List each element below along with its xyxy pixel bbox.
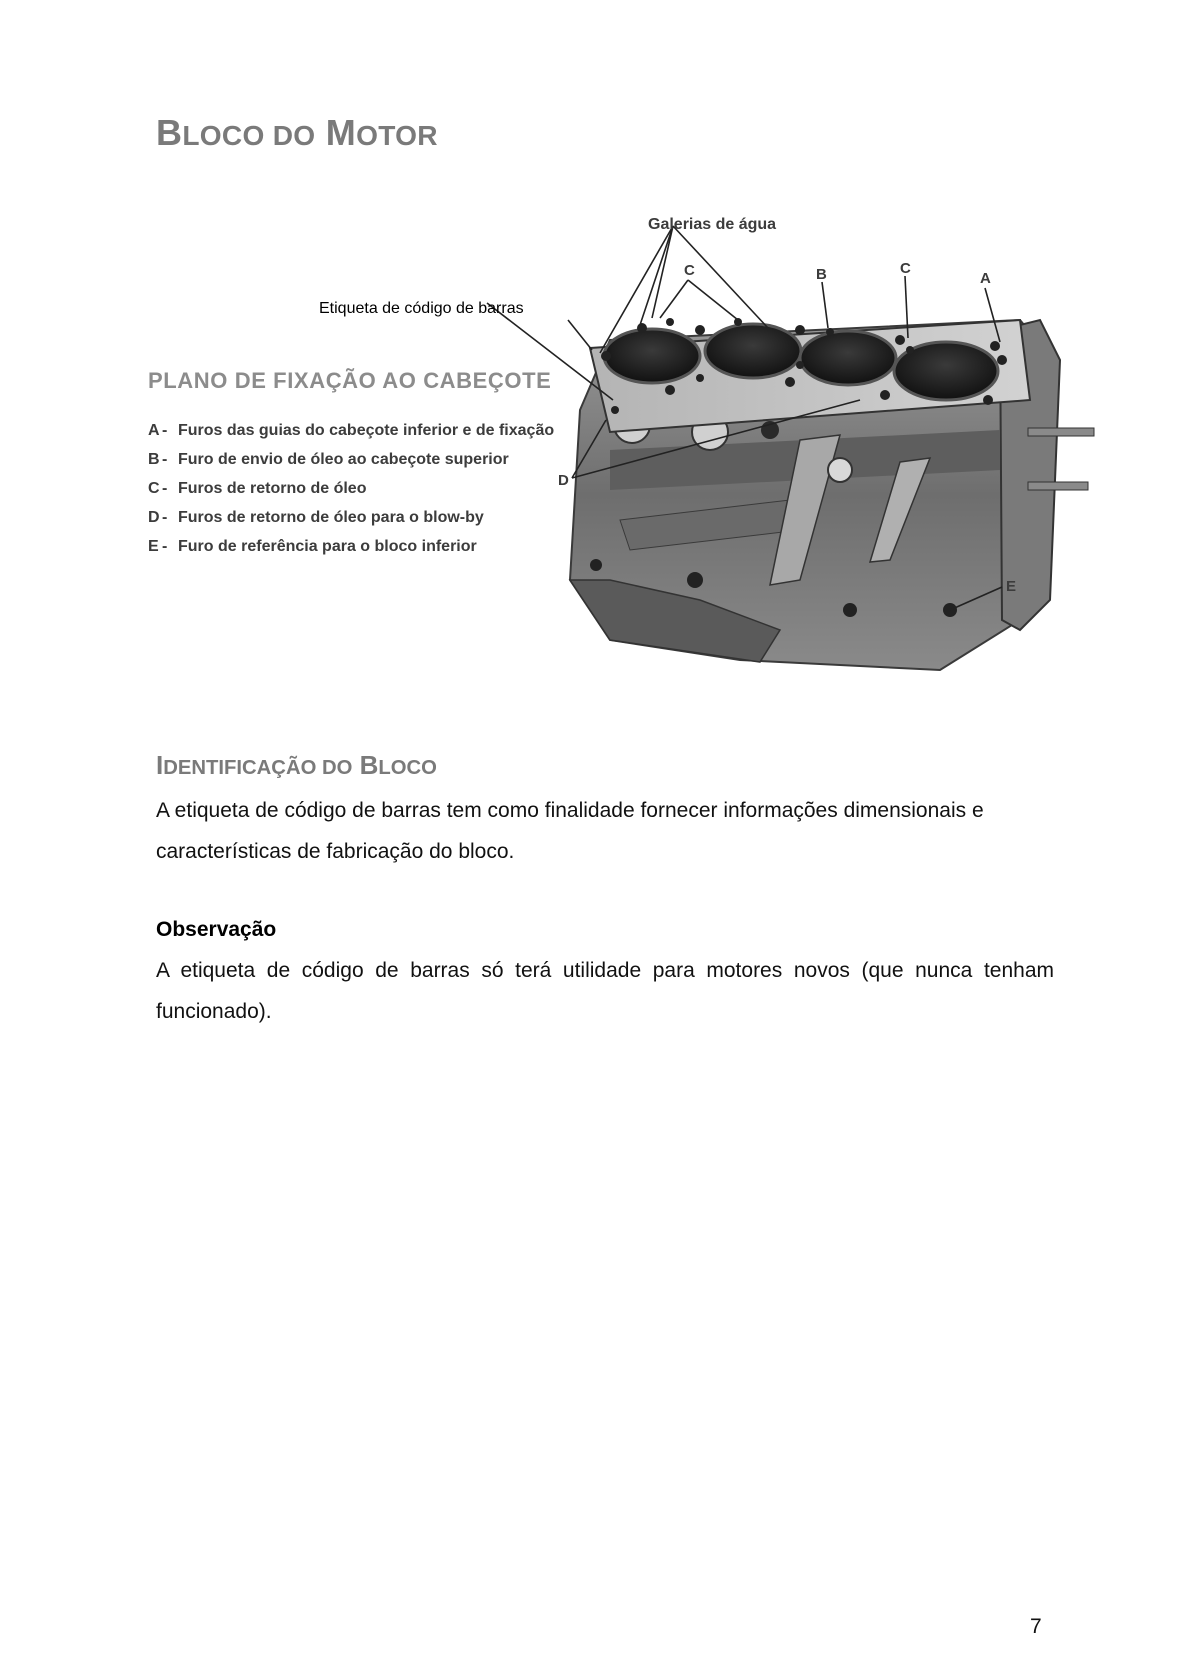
- legend-item: C - Furos de retorno de óleo: [148, 480, 367, 497]
- point-label-c-left: C: [684, 262, 695, 279]
- barcode-label-callout: Etiqueta de código de barras: [319, 300, 524, 317]
- paragraph-purpose: A etiqueta de código de barras tem como finalidade fornecer informações dimensionais e características de fabricação do bloco.: [156, 799, 984, 863]
- point-label-c-right: C: [900, 260, 911, 277]
- water-galleries-callout: Galerias de água: [648, 216, 777, 233]
- observation-heading: Observação: [156, 918, 277, 941]
- point-label-b: B: [816, 266, 827, 283]
- point-label-a: A: [980, 270, 991, 287]
- page-number: 7: [1030, 1615, 1042, 1638]
- page-title: BLOCO DO MOTOR: [156, 112, 438, 153]
- legend-list: [148, 416, 554, 561]
- legend-item: D - Furos de retorno de óleo para o blow-by: [148, 509, 484, 526]
- section-title: IDENTIFICAÇÃO DO BLOCO: [156, 750, 437, 780]
- legend-item: A - Furos das guias do cabeçote inferior e de fixação: [148, 422, 555, 439]
- engine-block-figure: [140, 200, 1140, 720]
- point-label-e: E: [1006, 578, 1017, 595]
- legend-item: B - Furo de envio de óleo ao cabeçote superior: [148, 451, 509, 468]
- legend-title: PLANO DE FIXAÇÃO AO CABEÇOTE: [148, 368, 552, 393]
- point-label-d: D: [558, 472, 569, 489]
- legend-item: E - Furo de referência para o bloco inferior: [148, 538, 477, 555]
- paragraph-observation: A etiqueta de código de barras só terá utilidade para motores novos (que nunca tenham funcionado).: [156, 959, 1054, 1023]
